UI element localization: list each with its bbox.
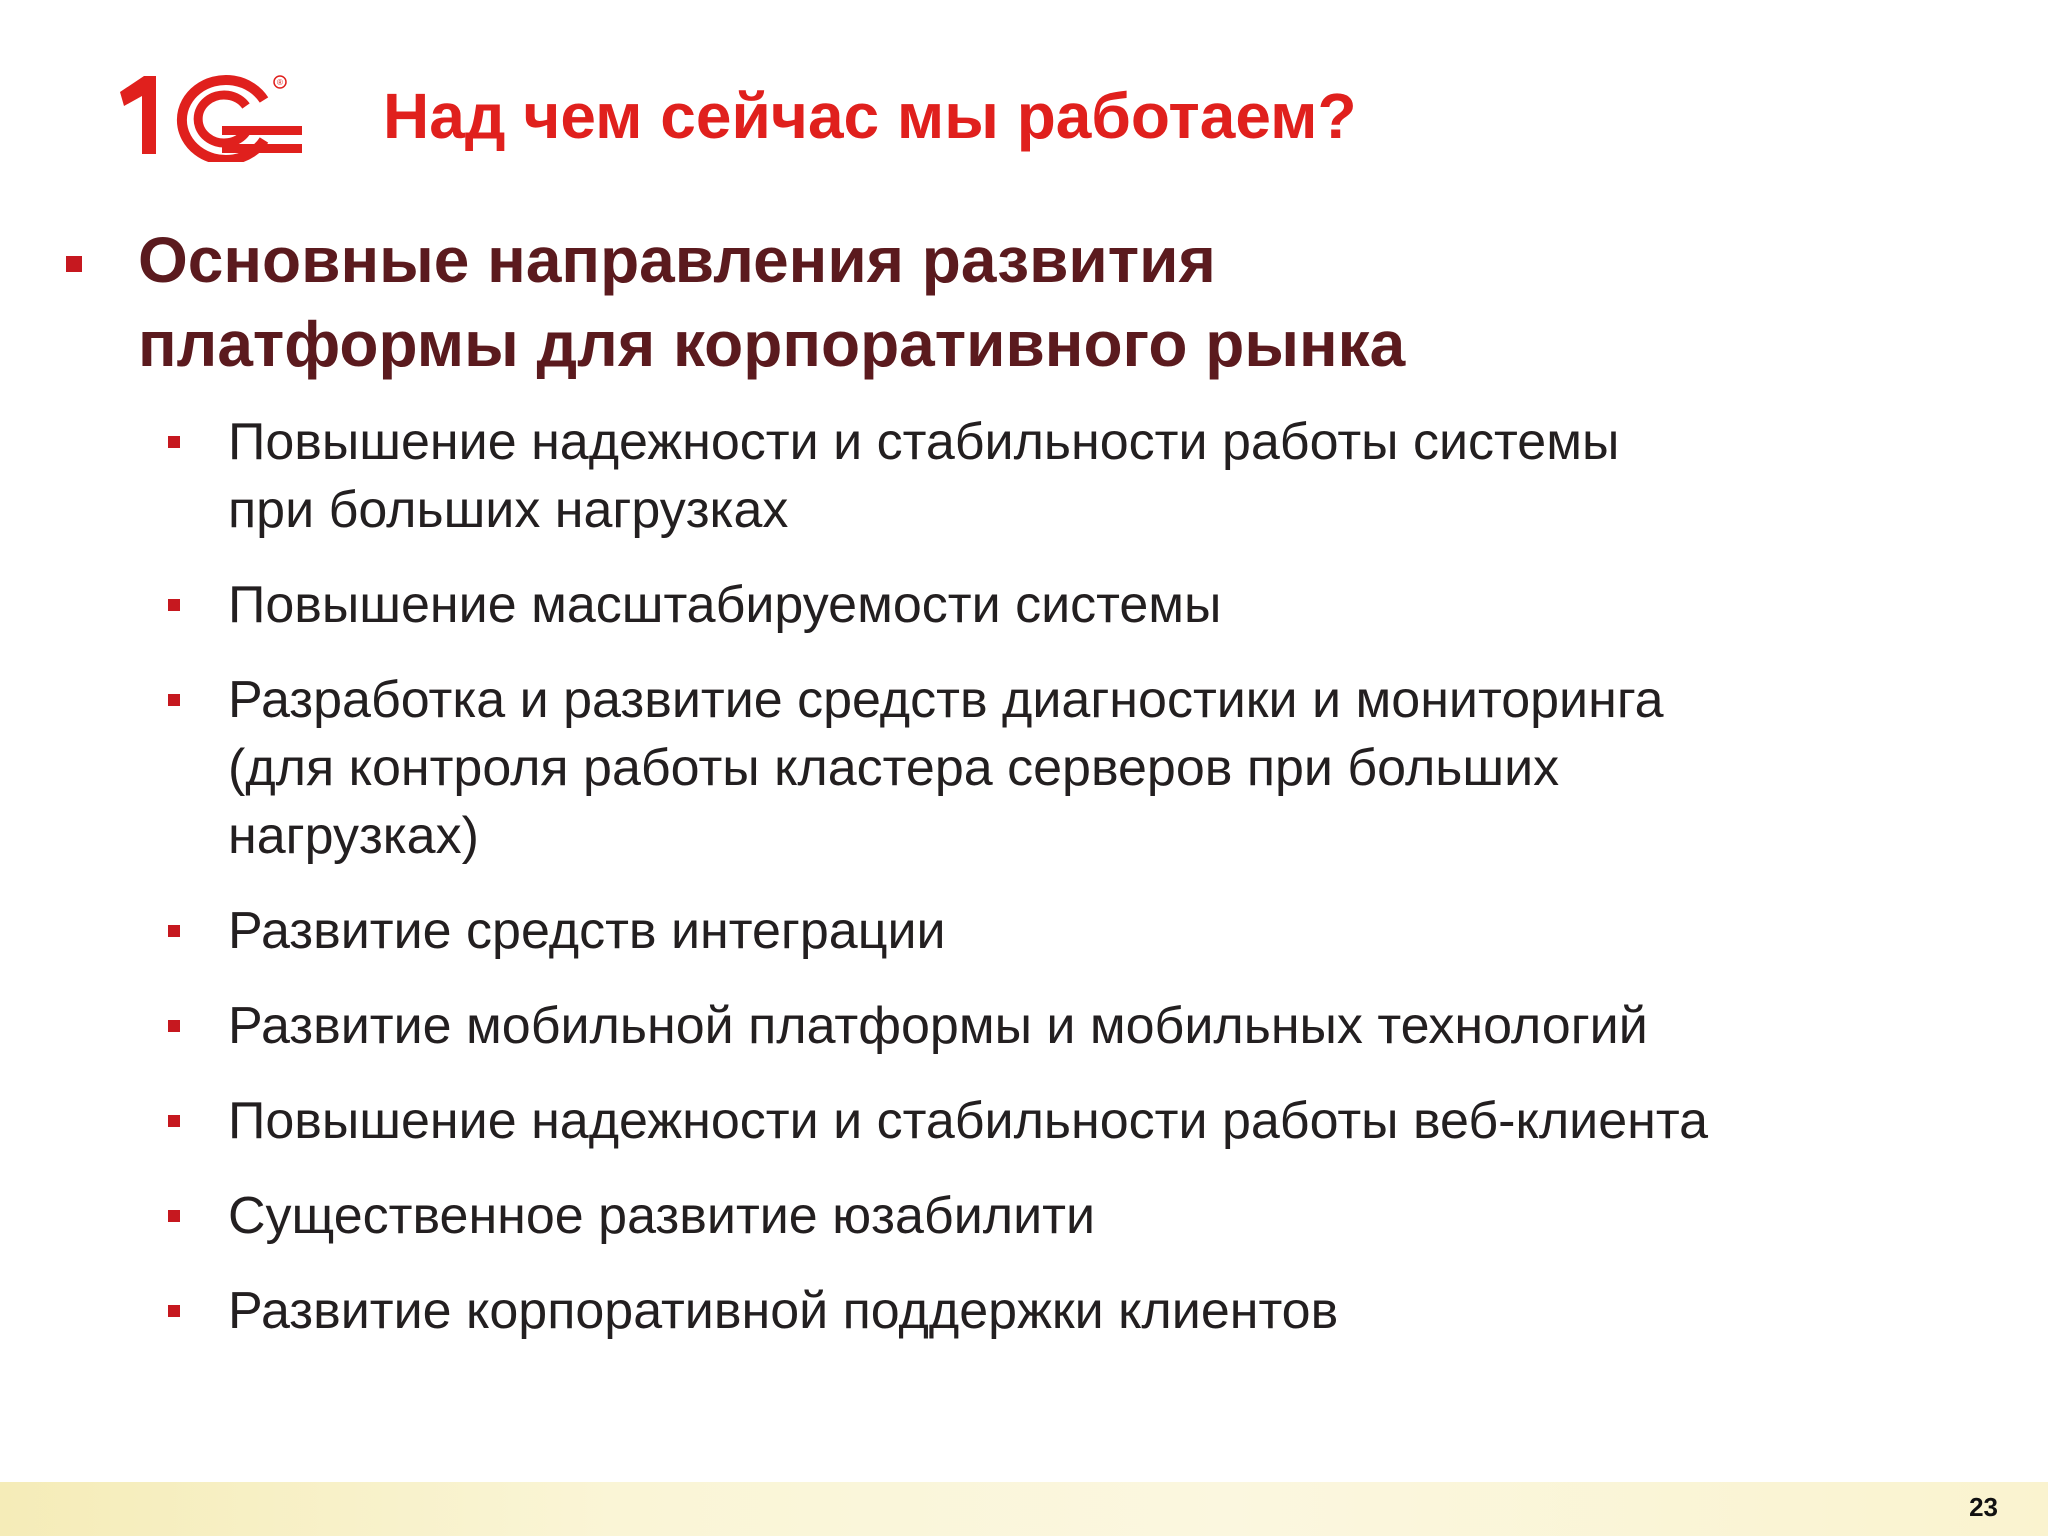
bullet-list	[0, 408, 1908, 1372]
list-item	[0, 1182, 1908, 1250]
list-item-line: Разработка и развитие средств диагностики и мониторинга	[228, 671, 1664, 729]
main-heading-line: платформы для корпоративного рынка	[138, 308, 1406, 380]
footer-band	[0, 1482, 2048, 1536]
list-item-line: (для контроля работы кластера серверов при больших	[228, 739, 1560, 797]
list-item-line: при больших нагрузках	[228, 481, 789, 539]
page-number: 23	[1969, 1492, 1998, 1522]
logo-line-top	[222, 126, 302, 135]
square-bullet-icon	[168, 1210, 180, 1222]
list-item-line: Повышение надежности и стабильности работы системы	[228, 413, 1620, 471]
list-item-text	[228, 666, 1908, 870]
list-item-line: Развитие мобильной платформы и мобильных технологий	[228, 997, 1648, 1055]
list-item	[0, 1087, 1908, 1155]
list-item	[0, 992, 1908, 1060]
square-bullet-icon	[168, 1305, 180, 1317]
list-item-line: Развитие средств интеграции	[228, 902, 946, 960]
company-logo	[114, 70, 304, 162]
list-item-text	[228, 1182, 1908, 1250]
list-item-text	[228, 408, 1908, 544]
square-bullet-icon	[168, 599, 180, 611]
list-item-text	[228, 1277, 1908, 1345]
main-heading	[138, 218, 1405, 386]
list-item-line: Повышение масштабируемости системы	[228, 576, 1222, 634]
list-item-text	[228, 571, 1908, 639]
square-bullet-icon	[168, 925, 180, 937]
square-bullet-icon	[168, 1020, 180, 1032]
list-item-line: Развитие корпоративной поддержки клиентов	[228, 1282, 1339, 1340]
logo-c-inner	[198, 95, 246, 143]
main-heading-line: Основные направления развития	[138, 224, 1216, 296]
list-item-line: Существенное развитие юзабилити	[228, 1187, 1096, 1245]
list-item	[0, 408, 1908, 544]
main-bullet-icon	[66, 256, 82, 272]
list-item-text	[228, 897, 1908, 965]
square-bullet-icon	[168, 436, 180, 448]
list-item	[0, 897, 1908, 965]
logo-digit-one	[120, 76, 156, 154]
registered-mark: ®	[277, 78, 283, 87]
list-item-text	[228, 992, 1908, 1060]
list-item	[0, 571, 1908, 639]
square-bullet-icon	[168, 694, 180, 706]
list-item-line: Повышение надежности и стабильности работы веб-клиента	[228, 1092, 1708, 1150]
slide-title: Над чем сейчас мы работаем?	[383, 80, 1357, 152]
list-item	[0, 666, 1908, 870]
list-item-text	[228, 1087, 1908, 1155]
list-item-line: нагрузках)	[228, 807, 479, 865]
list-item	[0, 1277, 1908, 1345]
logo-line-bottom	[222, 144, 302, 153]
square-bullet-icon	[168, 1115, 180, 1127]
